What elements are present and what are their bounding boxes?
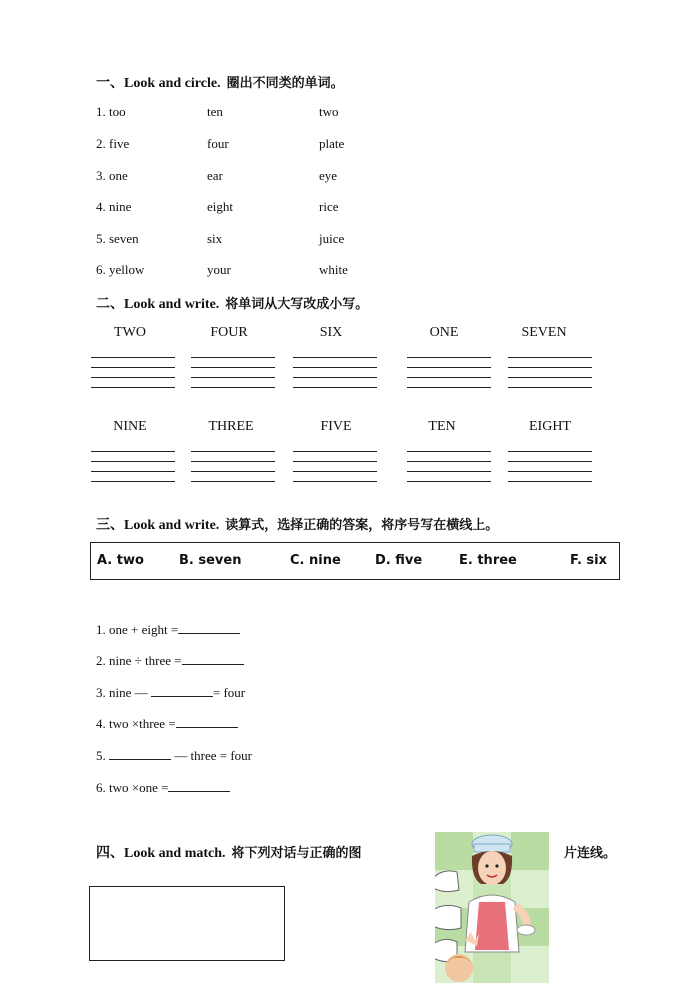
equation-3 <box>96 684 245 701</box>
word-4b[interactable]: eight <box>207 199 233 214</box>
word-1b[interactable]: ten <box>207 104 223 119</box>
picture-chef-lady[interactable] <box>435 832 549 983</box>
section-4-heading-end <box>564 842 616 862</box>
equation-5 <box>96 747 252 764</box>
equation-1 <box>96 621 240 638</box>
option-a: A. two <box>97 553 144 568</box>
writing-lines[interactable] <box>508 357 592 397</box>
writing-lines[interactable] <box>191 357 275 397</box>
chef-lady-illustration <box>435 832 549 983</box>
word-5c[interactable]: juice <box>319 231 345 246</box>
section-4-title: 四、Look and match. <box>96 846 226 861</box>
equation-text: 2. nine ÷ three = <box>96 653 182 668</box>
caps-word-ten: TEN <box>428 419 456 434</box>
section-3-instruction: 读算式，选择正确的答案，将序号写在横线上。 <box>225 518 499 533</box>
word-1a[interactable]: 1. too <box>96 104 126 119</box>
writing-lines[interactable] <box>407 451 491 491</box>
section-3-heading <box>96 514 498 534</box>
section-2-title: 二、Look and write. <box>96 297 220 312</box>
writing-lines[interactable] <box>191 451 275 491</box>
section-1-heading <box>96 72 344 92</box>
equation-text: 4. two ×three = <box>96 716 176 731</box>
word-2a[interactable]: 2. five <box>96 136 130 151</box>
answer-blank[interactable] <box>182 652 244 665</box>
equation-text-after: — three = four <box>174 748 252 763</box>
answer-blank[interactable] <box>176 715 238 728</box>
equation-6 <box>96 779 230 796</box>
writing-lines[interactable] <box>407 357 491 397</box>
caps-word-five: FIVE <box>320 419 352 434</box>
caps-word-one: ONE <box>429 325 459 340</box>
section-2-heading <box>96 293 368 313</box>
section-4-instruction: 将下列对话与正确的图 <box>231 846 362 861</box>
caps-word-three: THREE <box>208 419 254 434</box>
word-6b[interactable]: your <box>207 262 231 277</box>
section-4-heading <box>96 842 362 862</box>
section-1-instruction: 圈出不同类的单词。 <box>226 76 344 91</box>
writing-lines[interactable] <box>91 357 175 397</box>
dialogue-box[interactable] <box>89 886 285 961</box>
caps-word-six: SIX <box>319 325 343 340</box>
equation-2 <box>96 652 244 669</box>
equation-text: 1. one + eight = <box>96 622 179 637</box>
word-2c[interactable]: plate <box>319 136 345 151</box>
word-5b[interactable]: six <box>207 231 223 246</box>
answer-blank[interactable] <box>109 747 171 760</box>
equation-text: 3. nine — <box>96 685 148 700</box>
word-4a[interactable]: 4. nine <box>96 199 132 214</box>
caps-word-four: FOUR <box>210 325 248 340</box>
answer-blank[interactable] <box>178 621 240 634</box>
option-c: C. nine <box>290 553 341 568</box>
writing-lines[interactable] <box>293 357 377 397</box>
caps-word-seven: SEVEN <box>521 325 567 340</box>
word-2b[interactable]: four <box>207 136 229 151</box>
option-e: E. three <box>459 553 517 568</box>
equation-4 <box>96 715 238 732</box>
word-4c[interactable]: rice <box>319 199 339 214</box>
writing-lines[interactable] <box>508 451 592 491</box>
caps-word-two: TWO <box>114 325 146 340</box>
option-b: B. seven <box>179 553 242 568</box>
caps-word-eight: EIGHT <box>529 419 571 434</box>
equation-text-after: = four <box>212 685 246 700</box>
writing-lines[interactable] <box>91 451 175 491</box>
option-f: F. six <box>570 553 608 568</box>
option-d: D. five <box>375 553 423 568</box>
answer-blank[interactable] <box>168 779 230 792</box>
section-3-title: 三、Look and write. <box>96 518 220 533</box>
answer-options-box <box>90 542 620 580</box>
word-3c[interactable]: eye <box>319 168 338 183</box>
section-1-title: 一、Look and circle. <box>96 76 221 91</box>
writing-lines[interactable] <box>293 451 377 491</box>
word-3a[interactable]: 3. one <box>96 168 128 183</box>
section-2-instruction: 将单词从大写改成小写。 <box>225 297 369 312</box>
word-3b[interactable]: ear <box>207 168 223 183</box>
equation-text: 6. two ×one = <box>96 780 169 795</box>
equation-text: 5. <box>96 748 106 763</box>
word-6a[interactable]: 6. yellow <box>96 262 145 277</box>
caps-word-nine: NINE <box>113 419 147 434</box>
section-4-instruction-end: 片连线。 <box>564 846 617 861</box>
word-6c[interactable]: white <box>319 262 348 277</box>
answer-blank[interactable] <box>151 684 213 697</box>
word-1c[interactable]: two <box>319 104 339 119</box>
word-5a[interactable]: 5. seven <box>96 231 139 246</box>
